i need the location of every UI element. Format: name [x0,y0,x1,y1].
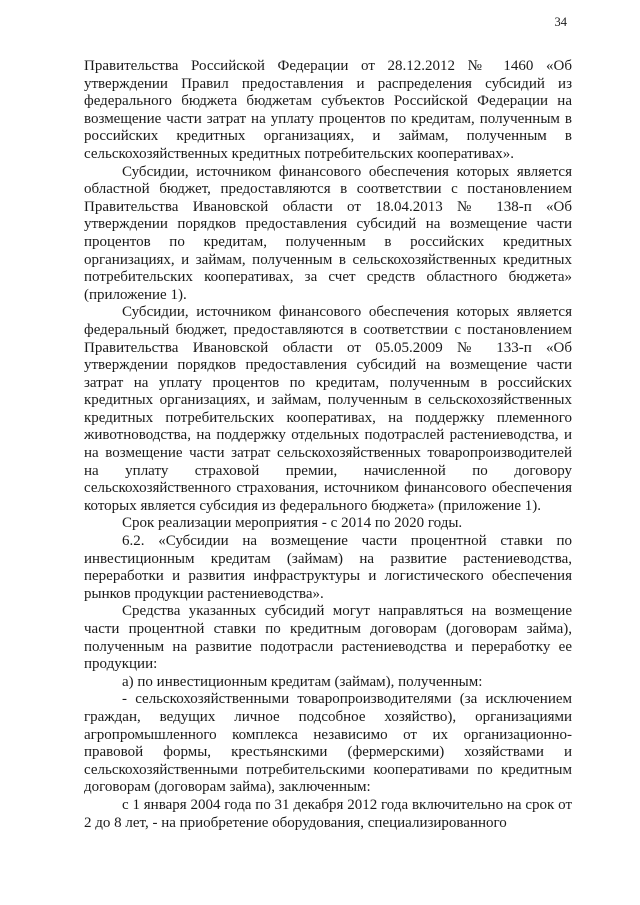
paragraph: - сельскохозяйственными товаропроизводителями (за исключением граждан, ведущих личное подсобное хозяйство), организациями агропромышленного комплекса независимо от их организационно-правовой формы, крестьянскими (фермерскими) хозяйствами и сельскохозяйственными потребительскими кооперативами по кредитным договорам (договорам займа), заключенным: [84,691,572,796]
paragraph: Правительства Российской Федерации от 28.12.2012 № 1460 «Об утверждении Правил предоставления и распределения субсидий из федерального бюджета бюджетам субъектов Российской Федерации на возмещение части затрат на уплату процентов по кредитам, полученным в российских кредитных организациях, и займам, полученным в сельскохозяйственных кредитных потребительских кооперативах». [84,58,572,162]
paragraph: Средства указанных субсидий могут направляться на возмещение части процентной ставки по кредитным договорам (договорам займа), полученным на развитие подотрасли растениеводства и переработку ее продукции: [84,603,572,673]
paragraph: с 1 января 2004 года по 31 декабря 2012 года включительно на срок от 2 до 8 лет, - на приобретение оборудования, специализированного [84,796,572,831]
document-body [84,58,572,832]
paragraph: а) по инвестиционным кредитам (займам), полученным: [122,673,483,690]
paragraph: Срок реализации мероприятия - с 2014 по 2020 годы. [122,515,463,532]
paragraph: Субсидии, источником финансового обеспечения которых является областной бюджет, предоставляются в соответствии с постановлением Правительства Ивановской области от 18.04.2013 № 138-п «Об утверждении порядков предоставления субсидий на возмещение части процентов по кредитам, полученным в российских кредитных организациях, и займам, полученным в сельскохозяйственных кредитных потребительских кооперативах, за счет средств областного бюджета» (приложение 1). [84,163,572,303]
paragraph: Субсидии, источником финансового обеспечения которых является федеральный бюджет, предоставляются в соответствии с постановлением Правительства Ивановской области от 05.05.2009 № 133-п «Об утверждении порядков предоставления субсидий на возмещение части затрат на уплату процентов по кредитам, полученным в российских кредитных организациях, и займам, полученным в сельскохозяйственных кредитных потребительских кооперативах, на поддержку племенного животноводства, на поддержку отдельных подотраслей растениеводства, и на возмещение части затрат сельскохозяйственных товаропроизводителей на уплату страховой премии, начисленной по договору сельскохозяйственного страхования, источником финансового обеспечения которых является субсидия из федерального бюджета» (приложение 1). [84,304,572,514]
paragraph: 6.2. «Субсидии на возмещение части процентной ставки по инвестиционным кредитам (займам) на развитие растениеводства, переработки и развития инфраструктуры и логистического обеспечения рынков продукции растениеводства». [84,533,572,602]
page-number: 34 [554,15,567,29]
